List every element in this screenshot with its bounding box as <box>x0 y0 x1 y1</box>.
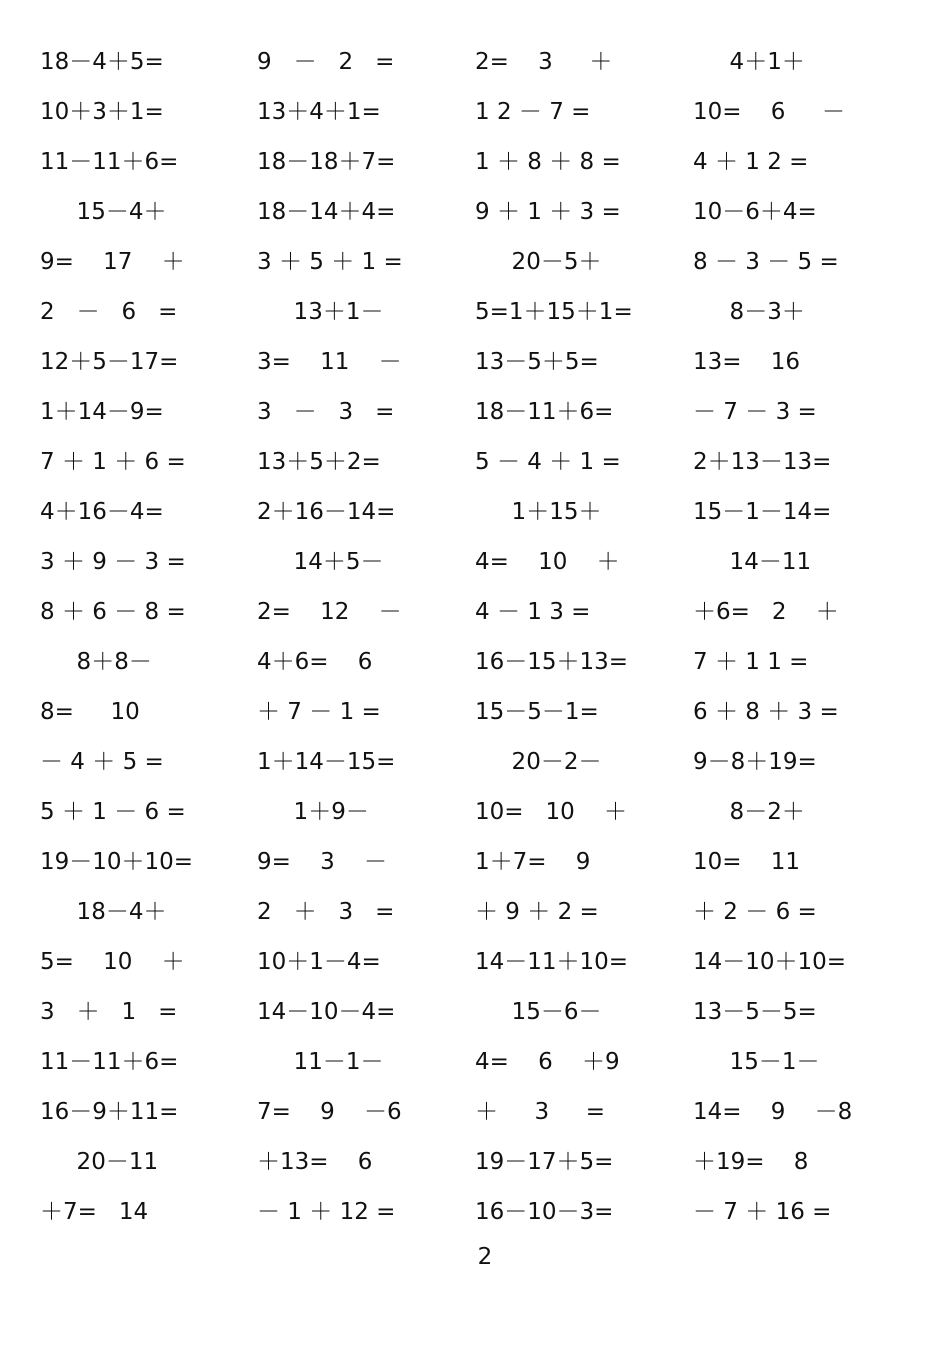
problem-line: ＋ 9 ＋ 2 = <box>475 899 599 925</box>
problem-line: 12＋5－17= <box>40 349 179 375</box>
problem-line: 9= 3 － <box>257 849 388 875</box>
problem-line: 16－10－3= <box>475 1199 614 1225</box>
problem-line: 6 ＋ 8 ＋ 3 = <box>693 699 839 725</box>
problem-line: ＋6= 2 ＋ <box>693 599 839 625</box>
problem-line: 20－2－ <box>475 749 602 775</box>
problem-line: 8= 10 <box>40 699 140 725</box>
worksheet-grid <box>40 37 870 1237</box>
problem-column-4 <box>693 37 870 1237</box>
problem-line: 1＋7= 9 <box>475 849 591 875</box>
problem-line: 8－3＋ <box>693 299 805 325</box>
problem-line: 2 － 6 = <box>40 299 178 325</box>
problem-line: 11－11＋6= <box>40 1049 179 1075</box>
problem-line: 10= 11 <box>693 849 801 875</box>
problem-line: 2＋13－13= <box>693 449 832 475</box>
problem-line: 2= 3 ＋ <box>475 49 613 75</box>
problem-line: 14= 9 －8 <box>693 1099 853 1125</box>
problem-line: 14－10＋10= <box>693 949 847 975</box>
problem-line: 14－11＋10= <box>475 949 629 975</box>
problem-line: 4＋6= 6 <box>257 649 373 675</box>
problem-line: － 7 ＋ 16 = <box>693 1199 832 1225</box>
problem-line: 4 ＋ 1 2 = <box>693 149 809 175</box>
problem-line: － 1 ＋ 12 = <box>257 1199 396 1225</box>
problem-line: 1＋15＋ <box>475 499 602 525</box>
problem-line: 1＋9－ <box>257 799 369 825</box>
problem-line: ＋ 2 － 6 = <box>693 899 817 925</box>
problem-line: 4＋1＋ <box>693 49 805 75</box>
problem-line: 15－5－1= <box>475 699 599 725</box>
problem-line: 10= 6 － <box>693 99 845 125</box>
problem-line: ＋13= 6 <box>257 1149 373 1175</box>
problem-line: 8＋8－ <box>40 649 152 675</box>
problem-line: 4= 10 ＋ <box>475 549 620 575</box>
problem-line: 18－14＋4= <box>257 199 396 225</box>
problem-line: 10＋3＋1= <box>40 99 164 125</box>
problem-line: ＋7= 14 <box>40 1199 149 1225</box>
problem-line: 15－1－14= <box>693 499 832 525</box>
problem-line: 18－11＋6= <box>475 399 614 425</box>
problem-line: 1 ＋ 8 ＋ 8 = <box>475 149 621 175</box>
problem-line: 3 ＋ 5 ＋ 1 = <box>257 249 403 275</box>
problem-line: 9= 17 ＋ <box>40 249 185 275</box>
problem-line: ＋ 7 － 1 = <box>257 699 381 725</box>
problem-line: 7 ＋ 1 ＋ 6 = <box>40 449 186 475</box>
problem-line: － 7 － 3 = <box>693 399 817 425</box>
problem-line: 3 ＋ 1 = <box>40 999 178 1025</box>
problem-line: 5 ＋ 1 － 6 = <box>40 799 186 825</box>
problem-line: 10= 10 ＋ <box>475 799 627 825</box>
problem-line: 11－1－ <box>257 1049 384 1075</box>
problem-line: 2＋16－14= <box>257 499 396 525</box>
problem-line: 15－6－ <box>475 999 602 1025</box>
problem-line: 1＋14－15= <box>257 749 396 775</box>
problem-line: 14＋5－ <box>257 549 384 575</box>
problem-line: － 4 ＋ 5 = <box>40 749 164 775</box>
page-number: 2 <box>477 1244 493 1270</box>
problem-column-1 <box>40 37 257 1237</box>
problem-line: 4= 6 ＋9 <box>475 1049 620 1075</box>
problem-column-2 <box>257 37 475 1237</box>
problem-line: 13= 16 <box>693 349 801 375</box>
problem-line: 5=1＋15＋1= <box>475 299 633 325</box>
problem-line: 13－5－5= <box>693 999 817 1025</box>
problem-line: 10＋1－4= <box>257 949 381 975</box>
problem-line: 1 2 － 7 = <box>475 99 591 125</box>
problem-line: 3= 11 － <box>257 349 402 375</box>
problem-line: ＋19= 8 <box>693 1149 809 1175</box>
problem-line: 13＋4＋1= <box>257 99 381 125</box>
problem-line: 4 － 1 3 = <box>475 599 591 625</box>
problem-line: 15－4＋ <box>40 199 167 225</box>
problem-line: 2 ＋ 3 = <box>257 899 395 925</box>
problem-line: 5 － 4 ＋ 1 = <box>475 449 621 475</box>
problem-line: 20－11 <box>40 1149 159 1175</box>
problem-line: 14－10－4= <box>257 999 396 1025</box>
problem-line: 8－2＋ <box>693 799 805 825</box>
problem-line: 3 － 3 = <box>257 399 395 425</box>
problem-line: 19－10＋10= <box>40 849 194 875</box>
problem-line: 8 ＋ 6 － 8 = <box>40 599 186 625</box>
problem-line: ＋ 3 = <box>475 1099 606 1125</box>
problem-line: 5= 10 ＋ <box>40 949 185 975</box>
problem-line: 7 ＋ 1 1 = <box>693 649 809 675</box>
problem-line: 13－5＋5= <box>475 349 599 375</box>
problem-line: 18－4＋ <box>40 899 167 925</box>
problem-line: 18－4＋5= <box>40 49 164 75</box>
problem-line: 15－1－ <box>693 1049 820 1075</box>
problem-line: 3 ＋ 9 － 3 = <box>40 549 186 575</box>
problem-line: 2= 12 － <box>257 599 402 625</box>
problem-line: 1＋14－9= <box>40 399 164 425</box>
problem-line: 16－15＋13= <box>475 649 629 675</box>
problem-line: 4＋16－4= <box>40 499 164 525</box>
problem-line: 19－17＋5= <box>475 1149 614 1175</box>
problem-line: 9 － 2 = <box>257 49 395 75</box>
problem-line: 20－5＋ <box>475 249 602 275</box>
problem-line: 14－11 <box>693 549 812 575</box>
problem-line: 10－6＋4= <box>693 199 817 225</box>
problem-line: 9 ＋ 1 ＋ 3 = <box>475 199 621 225</box>
problem-line: 8 － 3 － 5 = <box>693 249 839 275</box>
problem-line: 7= 9 －6 <box>257 1099 402 1125</box>
problem-line: 13＋1－ <box>257 299 384 325</box>
problem-line: 11－11＋6= <box>40 149 179 175</box>
problem-line: 13＋5＋2= <box>257 449 381 475</box>
problem-line: 18－18＋7= <box>257 149 396 175</box>
problem-line: 16－9＋11= <box>40 1099 179 1125</box>
problem-column-3 <box>475 37 693 1237</box>
problem-line: 9－8＋19= <box>693 749 817 775</box>
